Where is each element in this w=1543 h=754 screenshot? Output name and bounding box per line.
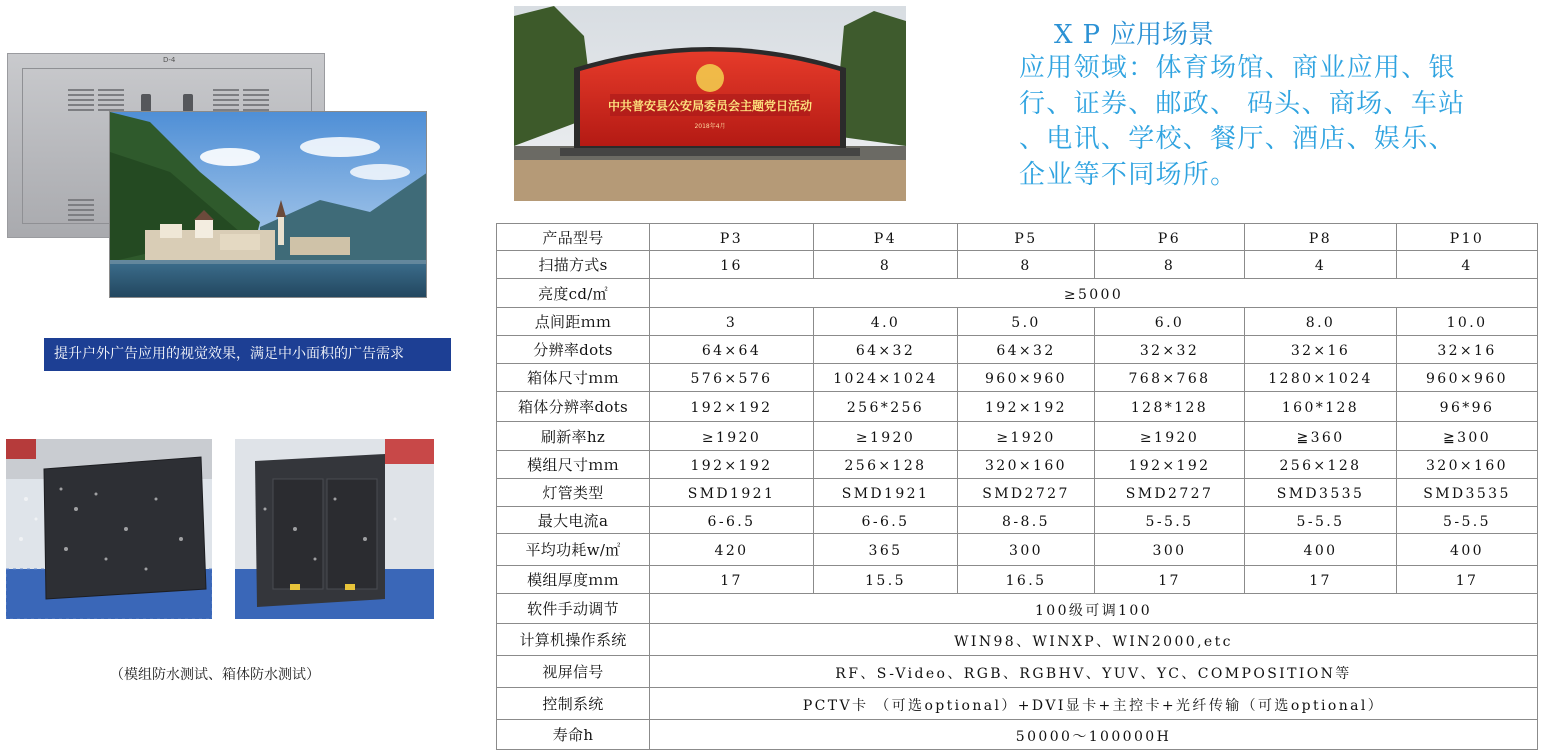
spec-label: 分辨率dots: [497, 336, 650, 364]
spec-row: [497, 594, 1538, 624]
spec-value: ≧360: [1245, 422, 1397, 451]
spec-value: ≥1920: [1095, 422, 1245, 451]
spec-label: 视屏信号: [497, 656, 650, 688]
spec-row: [497, 451, 1538, 479]
spec-value: 192×192: [650, 451, 814, 479]
banner-date: 2018年4月: [694, 123, 726, 130]
spec-value-merged: 50000～100000H: [650, 720, 1538, 750]
spec-row: [497, 308, 1538, 336]
spec-value: 5.0: [958, 308, 1095, 336]
cabinet-vent: [68, 89, 94, 111]
cabinet-vent: [213, 89, 239, 111]
spec-label: 软件手动调节: [497, 594, 650, 624]
application-title-suffix: 应用场景: [1110, 20, 1215, 50]
spec-value: P3: [650, 224, 814, 251]
spec-value: 6-6.5: [814, 507, 958, 534]
spec-value: 15.5: [814, 566, 958, 594]
spec-value: 32×32: [1095, 336, 1245, 364]
spec-label: 点间距ｍｍ: [497, 308, 650, 336]
spec-row: [497, 251, 1538, 279]
cabinet-vent: [98, 89, 124, 111]
spec-value: 8-8.5: [958, 507, 1095, 534]
spec-label: 箱体尺寸ｍｍ: [497, 364, 650, 392]
spec-row: [497, 624, 1538, 656]
spec-value: 768×768: [1095, 364, 1245, 392]
spec-value: 960×960: [1397, 364, 1538, 392]
spec-row: [497, 479, 1538, 507]
spec-value: 576×576: [650, 364, 814, 392]
spec-label: 寿命h: [497, 720, 650, 750]
spec-row: [497, 364, 1538, 392]
module-waterproof-photo: [6, 439, 212, 619]
spec-value: SMD2727: [958, 479, 1095, 507]
spec-label: 模组尺寸ｍｍ: [497, 451, 650, 479]
spec-value: SMD1921: [814, 479, 958, 507]
spec-value: 256×128: [1245, 451, 1397, 479]
spec-value: SMD3535: [1397, 479, 1538, 507]
spec-row: [497, 534, 1538, 566]
spec-table-body: [497, 224, 1538, 750]
spec-value: 256×128: [814, 451, 958, 479]
spec-label: 产品型号: [497, 224, 650, 251]
spec-row: [497, 566, 1538, 594]
application-title: [1054, 14, 1214, 51]
spec-value: 300: [1095, 534, 1245, 566]
spec-value-merged: WIN98、WINXP、WIN2000,etc: [650, 624, 1538, 656]
cabinet-latch: [183, 94, 193, 112]
spec-value: 5-5.5: [1245, 507, 1397, 534]
spec-row: [497, 422, 1538, 451]
spec-value-merged: RF、S-Video、RGB、RGBHV、YUV、YC、COMPOSITION等: [650, 656, 1538, 688]
spec-value: 128*128: [1095, 392, 1245, 422]
spec-value: ≥1920: [814, 422, 958, 451]
spec-value: 64×32: [814, 336, 958, 364]
spec-value: 64×32: [958, 336, 1095, 364]
spec-value: 160*128: [1245, 392, 1397, 422]
spec-value: 8.0: [1245, 308, 1397, 336]
spec-value: 4: [1397, 251, 1538, 279]
spec-value: 400: [1245, 534, 1397, 566]
spec-value: 300: [958, 534, 1095, 566]
spec-value: 4.0: [814, 308, 958, 336]
application-title-prefix: XP: [1054, 20, 1111, 50]
spec-value: 32×16: [1397, 336, 1538, 364]
spec-value: SMD3535: [1245, 479, 1397, 507]
spec-value: 1024×1024: [814, 364, 958, 392]
spec-value: 256*256: [814, 392, 958, 422]
spec-value: P4: [814, 224, 958, 251]
spec-row: [497, 224, 1538, 251]
spec-value: 6.0: [1095, 308, 1245, 336]
spec-value-merged: 100级可调100: [650, 594, 1538, 624]
spec-row: [497, 336, 1538, 364]
spec-value: 960×960: [958, 364, 1095, 392]
outdoor-screen-photo: [514, 6, 906, 201]
spec-value: 17: [650, 566, 814, 594]
spec-label: 模组厚度ｍｍ: [497, 566, 650, 594]
spec-row: [497, 279, 1538, 308]
spec-row: [497, 392, 1538, 422]
spec-value: 10.0: [1397, 308, 1538, 336]
banner-title: 中共普安县公安局委员会主题党日活动: [607, 99, 813, 113]
spec-value: 420: [650, 534, 814, 566]
spec-value: 3: [650, 308, 814, 336]
spec-value: ≥1920: [650, 422, 814, 451]
application-line: 企业等不同场所。: [1019, 159, 1238, 190]
cabinet-latch: [141, 94, 151, 112]
spec-value: 320×160: [1397, 451, 1538, 479]
spec-value: 1280×1024: [1245, 364, 1397, 392]
spec-value: 17: [1095, 566, 1245, 594]
spec-label: 计算机操作系统: [497, 624, 650, 656]
spec-value: ≥1920: [958, 422, 1095, 451]
spec-value: 8: [958, 251, 1095, 279]
spec-row: [497, 688, 1538, 720]
spec-value: ≧300: [1397, 422, 1538, 451]
spec-label: 控制系统: [497, 688, 650, 720]
spec-value: P8: [1245, 224, 1397, 251]
spec-value: 320×160: [958, 451, 1095, 479]
spec-value: 17: [1397, 566, 1538, 594]
application-description: [1019, 51, 1539, 193]
spec-value: 8: [1095, 251, 1245, 279]
spec-row: [497, 656, 1538, 688]
spec-label: 箱体分辨率dots: [497, 392, 650, 422]
waterproof-caption: （模组防水测试、箱体防水测试）: [110, 667, 320, 683]
spec-value: 400: [1397, 534, 1538, 566]
spec-value: 5-5.5: [1397, 507, 1538, 534]
spec-value: 365: [814, 534, 958, 566]
spec-value: SMD2727: [1095, 479, 1245, 507]
spec-value: 4: [1245, 251, 1397, 279]
spec-value: 5-5.5: [1095, 507, 1245, 534]
application-line: 行、证券、邮政、 码头、商场、车站: [1019, 88, 1466, 119]
spec-value: 192×192: [650, 392, 814, 422]
spec-table: [496, 223, 1538, 750]
spec-value-merged: PCTV卡 （可选optional）+DVI显卡+主控卡+光纤传输（可选optional）: [650, 688, 1538, 720]
spec-label: 亮度cd/㎡: [497, 279, 650, 308]
spec-value: 16: [650, 251, 814, 279]
spec-value: 6-6.5: [650, 507, 814, 534]
spec-value: P10: [1397, 224, 1538, 251]
spec-label: 灯管类型: [497, 479, 650, 507]
application-line: 应用领域：体育场馆、商业应用、银: [1019, 53, 1456, 83]
spec-value: 192×192: [958, 392, 1095, 422]
spec-value: P5: [958, 224, 1095, 251]
spec-label: 刷新率hz: [497, 422, 650, 451]
spec-value: 64×64: [650, 336, 814, 364]
spec-value: 96*96: [1397, 392, 1538, 422]
spec-value: SMD1921: [650, 479, 814, 507]
spec-value-merged: ≥5000: [650, 279, 1538, 308]
application-line: 、电讯、学校、餐厅、酒店、娱乐、: [1019, 124, 1456, 154]
spec-value: 192×192: [1095, 451, 1245, 479]
spec-label: 扫描方式s: [497, 251, 650, 279]
cabinet-waterproof-photo: [235, 439, 434, 619]
spec-value: 16.5: [958, 566, 1095, 594]
spec-row: [497, 507, 1538, 534]
spec-value: P6: [1095, 224, 1245, 251]
spec-row: [497, 720, 1538, 750]
spec-label: 平均功耗w/㎡: [497, 534, 650, 566]
spec-value: 8: [814, 251, 958, 279]
spec-label: 最大电流a: [497, 507, 650, 534]
cabinet-vent: [243, 89, 269, 111]
spec-value: 17: [1245, 566, 1397, 594]
landscape-display-image: [109, 111, 427, 298]
cabinet-vent: [68, 199, 94, 221]
caption-banner: 提升户外广告应用的视觉效果，满足中小面积的广告需求: [44, 338, 451, 371]
spec-value: 32×16: [1245, 336, 1397, 364]
cabinet-tag: D-4: [163, 56, 176, 64]
